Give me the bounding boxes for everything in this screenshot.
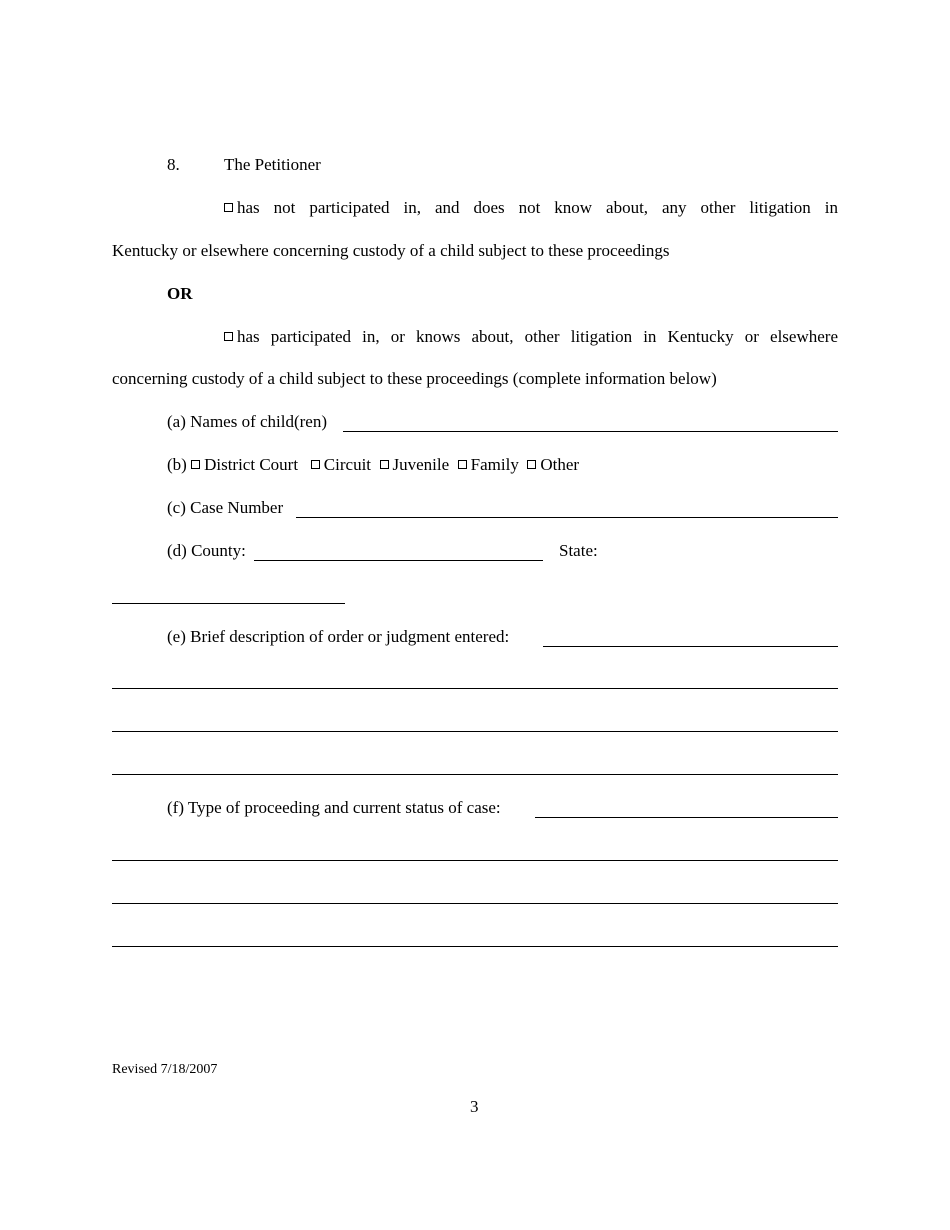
case-number-label: (c) Case Number (167, 498, 284, 517)
item-heading: The Petitioner (224, 155, 321, 174)
children-names-field[interactable] (343, 431, 838, 432)
county-field[interactable] (254, 560, 543, 561)
proceeding-status-label: (f) Type of proceeding and current status of case: (167, 798, 501, 817)
or-label: OR (167, 284, 193, 303)
court-option-other[interactable]: Other (527, 455, 579, 474)
case-number-field[interactable] (296, 517, 838, 518)
county-label: (d) County: (167, 541, 246, 560)
court-option-district[interactable]: District Court (191, 455, 298, 474)
court-option-juvenile[interactable]: Juvenile (380, 455, 450, 474)
proceeding-status-line-4[interactable] (112, 946, 838, 947)
order-description-line-3[interactable] (112, 731, 838, 732)
juvenile-checkbox[interactable] (380, 460, 389, 469)
state-label: State: (559, 541, 598, 560)
option-participated-text: has participated in, or knows about, other litigation in Kentucky or elsewhere (237, 327, 838, 346)
option-not-participated-text: has not participated in, and does not know about, any other litigation in (237, 198, 838, 217)
revised-date: Revised 7/18/2007 (112, 1062, 218, 1077)
proceeding-status-line-3[interactable] (112, 903, 838, 904)
option-participated-line1 (224, 327, 838, 347)
not-participated-checkbox[interactable] (224, 203, 233, 212)
proceeding-status-line-2[interactable] (112, 860, 838, 861)
option-not-participated-line2: Kentucky or elsewhere concerning custody of a child subject to these proceedings (112, 241, 670, 260)
page-number: 3 (470, 1097, 479, 1116)
district-court-checkbox[interactable] (191, 460, 200, 469)
order-description-line-2[interactable] (112, 688, 838, 689)
order-description-field[interactable] (543, 646, 838, 647)
circuit-checkbox[interactable] (311, 460, 320, 469)
participated-checkbox[interactable] (224, 332, 233, 341)
court-type-label: (b) (167, 455, 187, 474)
family-checkbox[interactable] (458, 460, 467, 469)
court-option-family[interactable]: Family (458, 455, 519, 474)
order-description-line-4[interactable] (112, 774, 838, 775)
other-checkbox[interactable] (527, 460, 536, 469)
proceeding-status-field[interactable] (535, 817, 838, 818)
option-participated-line2: concerning custody of a child subject to these proceedings (complete information below) (112, 369, 717, 388)
option-not-participated-line1 (224, 198, 838, 218)
order-description-label: (e) Brief description of order or judgment entered: (167, 627, 510, 646)
children-names-label: (a) Names of child(ren) (167, 412, 328, 431)
item-number: 8. (167, 155, 180, 174)
state-field[interactable] (112, 603, 345, 604)
court-option-circuit[interactable]: Circuit (311, 455, 371, 474)
court-type-row (167, 455, 579, 475)
